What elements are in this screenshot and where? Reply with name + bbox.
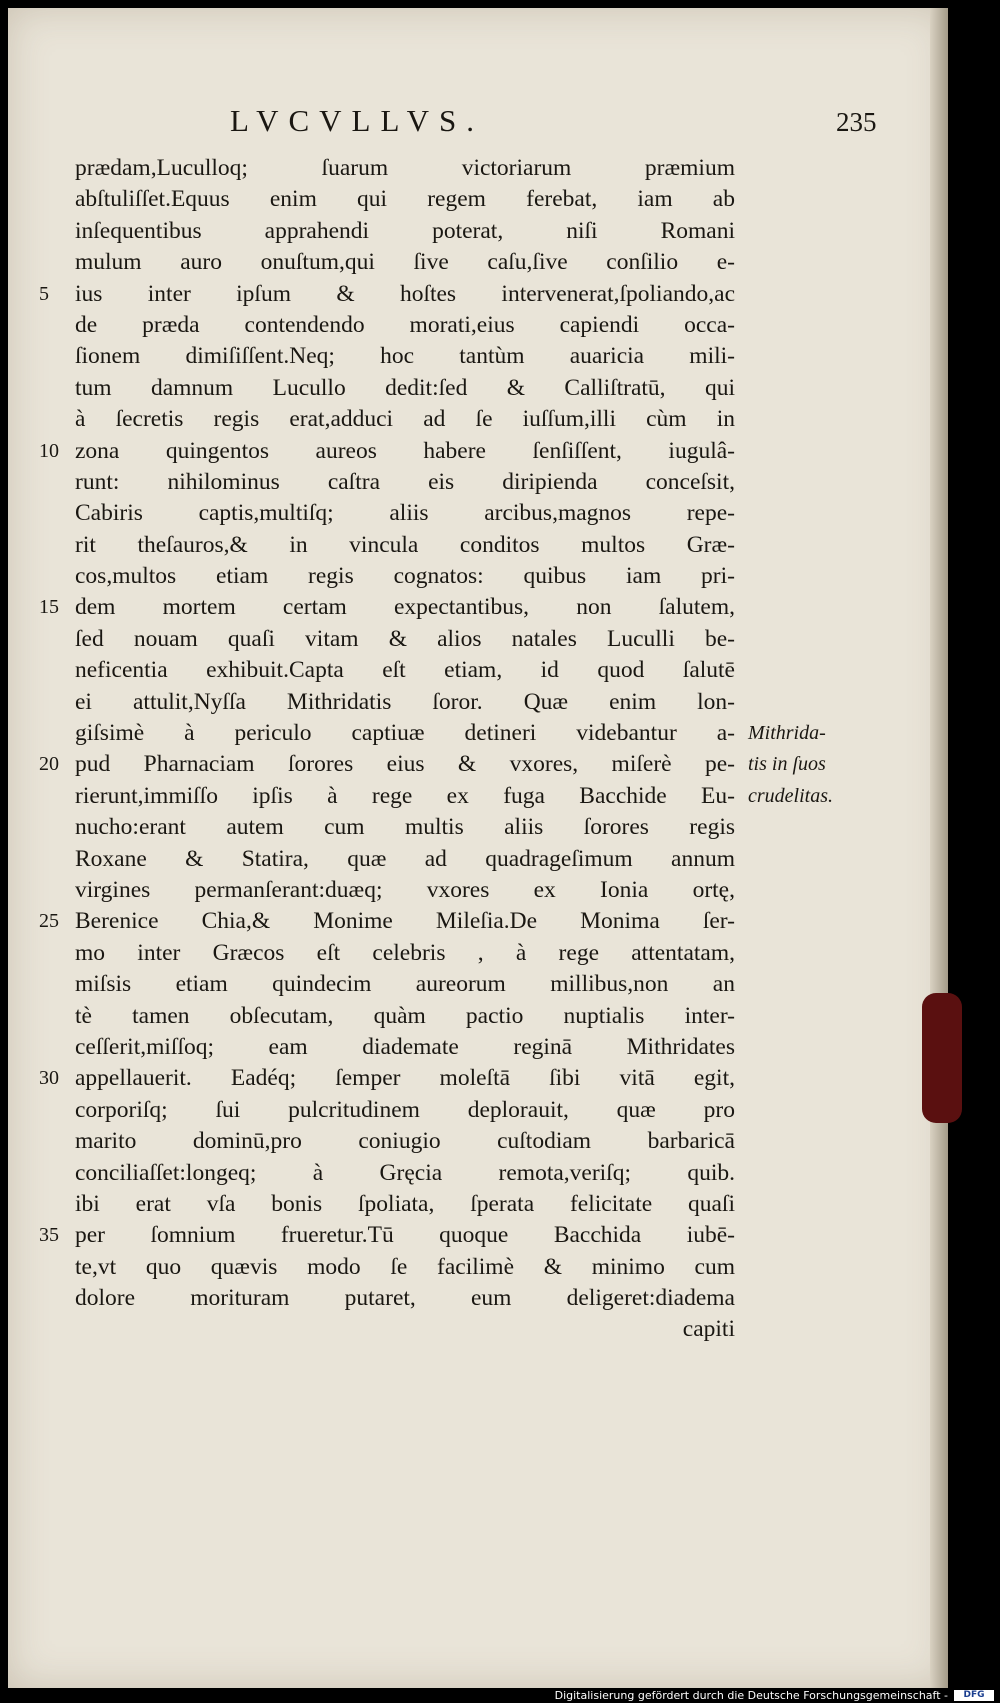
text-line	[75, 216, 735, 247]
line-text: cos,multos etiam regis cognatos: quibus iam pri-	[75, 563, 735, 590]
line-text: corporiſq; ſui pulcritudinem deplorauit, quæ pro	[75, 1096, 735, 1123]
text-line	[75, 1158, 735, 1189]
line-number: 25	[39, 910, 59, 933]
text-line	[75, 655, 735, 686]
text-line	[39, 906, 735, 937]
text-line	[39, 1063, 735, 1094]
book-page	[8, 8, 948, 1688]
line-text: ceſſerit,miſſoq; eam diademate reginā Mithridates	[75, 1033, 735, 1060]
line-text: dem mortem certam expectantibus, non ſalutem,	[75, 594, 735, 621]
line-text: neficentia exhibuit.Capta eſt etiam, id quod ſalutē	[75, 657, 735, 684]
text-line	[75, 467, 735, 498]
line-number: 10	[39, 439, 59, 462]
line-text: pud Pharnaciam ſorores eius & vxores, miſerè pe-	[75, 751, 735, 778]
line-text: Roxane & Statira, quæ ad quadrageſimum annum	[75, 845, 735, 872]
line-number: 15	[39, 596, 59, 619]
line-text: Berenice Chia,& Monime Mileſia.De Monima ſer-	[75, 908, 735, 935]
line-number: 20	[39, 753, 59, 776]
text-line	[75, 310, 735, 341]
line-text: rit theſauros,& in vincula conditos multos Græ-	[75, 531, 735, 558]
line-text: conciliaſſet:longeq; à Gręcia remota,veriſq; quib.	[75, 1159, 735, 1186]
page-fold-shadow	[930, 8, 948, 1688]
line-text: mo inter Græcos eſt celebris , à rege attentatam,	[75, 939, 735, 966]
text-line	[75, 341, 735, 372]
text-line	[75, 1283, 735, 1314]
text-line	[75, 1032, 735, 1063]
text-line	[75, 247, 735, 278]
line-text: ſed nouam quaſi vitam & alios natales Luculli be-	[75, 625, 735, 652]
text-line	[75, 1001, 735, 1032]
text-line	[75, 184, 735, 215]
line-number: 30	[39, 1067, 59, 1090]
line-text: ei attulit,Nyſſa Mithridatis ſoror. Quæ enim lon-	[75, 688, 735, 715]
line-text: runt: nihilominus caſtra eis diripienda conceſsit,	[75, 468, 735, 495]
text-line	[75, 373, 735, 404]
line-text: giſsimè à periculo captiuæ detineri videbantur a-	[75, 720, 735, 747]
text-line	[75, 404, 735, 435]
line-text: dolore morituram putaret, eum deligeret:diadema	[75, 1285, 735, 1312]
text-line	[75, 1126, 735, 1157]
line-text: nucho:erant autem cum multis aliis ſorores regis	[75, 814, 735, 841]
page-number: 235	[836, 107, 877, 137]
line-text: miſsis etiam quindecim aureorum millibus,non an	[75, 971, 735, 998]
text-line	[39, 279, 735, 310]
marginal-note-line: crudelitas.	[748, 784, 833, 807]
line-text: ibi erat vſa bonis ſpoliata, ſperata felicitate quaſi	[75, 1190, 735, 1217]
marginal-note	[748, 718, 868, 812]
line-text: appellauerit. Eadéq; ſemper moleſtā ſibi vitā egit,	[75, 1065, 735, 1092]
text-line	[39, 1220, 735, 1251]
text-line	[39, 592, 735, 623]
text-line	[75, 498, 735, 529]
line-text: marito dominū,pro coniugio cuſtodiam barbaricā	[75, 1128, 735, 1155]
line-text: ius inter ipſum & hoſtes intervenerat,ſpoliando,ac	[75, 280, 735, 307]
marginal-note-line: Mithrida-	[748, 722, 826, 744]
digitization-footer	[0, 1688, 1000, 1703]
line-text: rierunt,immiſſo ipſis à rege ex fuga Bacchide Eu-	[75, 782, 735, 809]
text-line	[75, 844, 735, 875]
line-text: tè tamen obſecutam, quàm pactio nuptialis inter-	[75, 1002, 735, 1029]
line-text: te,vt quo quævis modo ſe facilimè & minimo cum	[75, 1253, 735, 1280]
line-text: ſionem dimiſiſſent.Neq; hoc tantùm auaricia mili-	[75, 343, 735, 370]
marginal-note-line: tis in ſuos	[748, 753, 826, 776]
text-line	[75, 1252, 735, 1283]
line-number: 35	[39, 1224, 59, 1247]
text-line	[75, 153, 735, 184]
line-text: Cabiris captis,multiſq; aliis arcibus,magnos repe-	[75, 500, 735, 527]
line-text: mulum auro onuſtum,qui ſive caſu,ſive conſilio e-	[75, 249, 735, 276]
page-edge-stain	[922, 993, 962, 1123]
text-line	[75, 875, 735, 906]
line-number: 5	[39, 282, 49, 305]
line-text: zona quingentos aureos habere ſenſiſſent, iugulâ-	[75, 437, 735, 464]
line-text: inſequentibus apprahendi poterat, niſi Romani	[75, 217, 735, 244]
text-line	[75, 624, 735, 655]
text-line	[75, 938, 735, 969]
text-line	[75, 718, 735, 749]
text-line	[39, 436, 735, 467]
text-line	[75, 561, 735, 592]
line-text: de præda contendendo morati,eius capiendi occa-	[75, 311, 735, 338]
line-text: prædam,Luculloq; ſuarum victoriarum præmium	[75, 155, 735, 181]
catchword: capiti	[682, 1316, 735, 1343]
line-text: à ſecretis regis erat,adduci ad ſe iuſſum,illi cùm in	[75, 406, 735, 433]
dfg-logo: DFG	[954, 1690, 994, 1701]
text-line	[75, 812, 735, 843]
text-line	[75, 781, 735, 812]
text-line	[75, 969, 735, 1000]
text-line	[39, 749, 735, 780]
line-text: per ſomnium frueretur.Tū quoque Bacchida iubē-	[75, 1222, 735, 1249]
line-text: virgines permanſerant:duæq; vxores ex Ionia ortę,	[75, 876, 735, 903]
main-text-block	[39, 153, 735, 1346]
footer-credit: Digitalisierung gefördert durch die Deutsche Forschungsgemeinschaft -	[554, 1689, 948, 1702]
line-text: tum damnum Lucullo dedit:ſed & Calliſtratū, qui	[75, 374, 735, 401]
text-line	[75, 1095, 735, 1126]
page-header	[8, 103, 948, 143]
running-title: LVCVLLVS.	[230, 103, 484, 138]
line-text: abſtuliſſet.Equus enim qui regem ferebat, iam ab	[75, 186, 735, 213]
text-line	[75, 530, 735, 561]
text-line	[75, 1189, 735, 1220]
text-line	[75, 687, 735, 718]
